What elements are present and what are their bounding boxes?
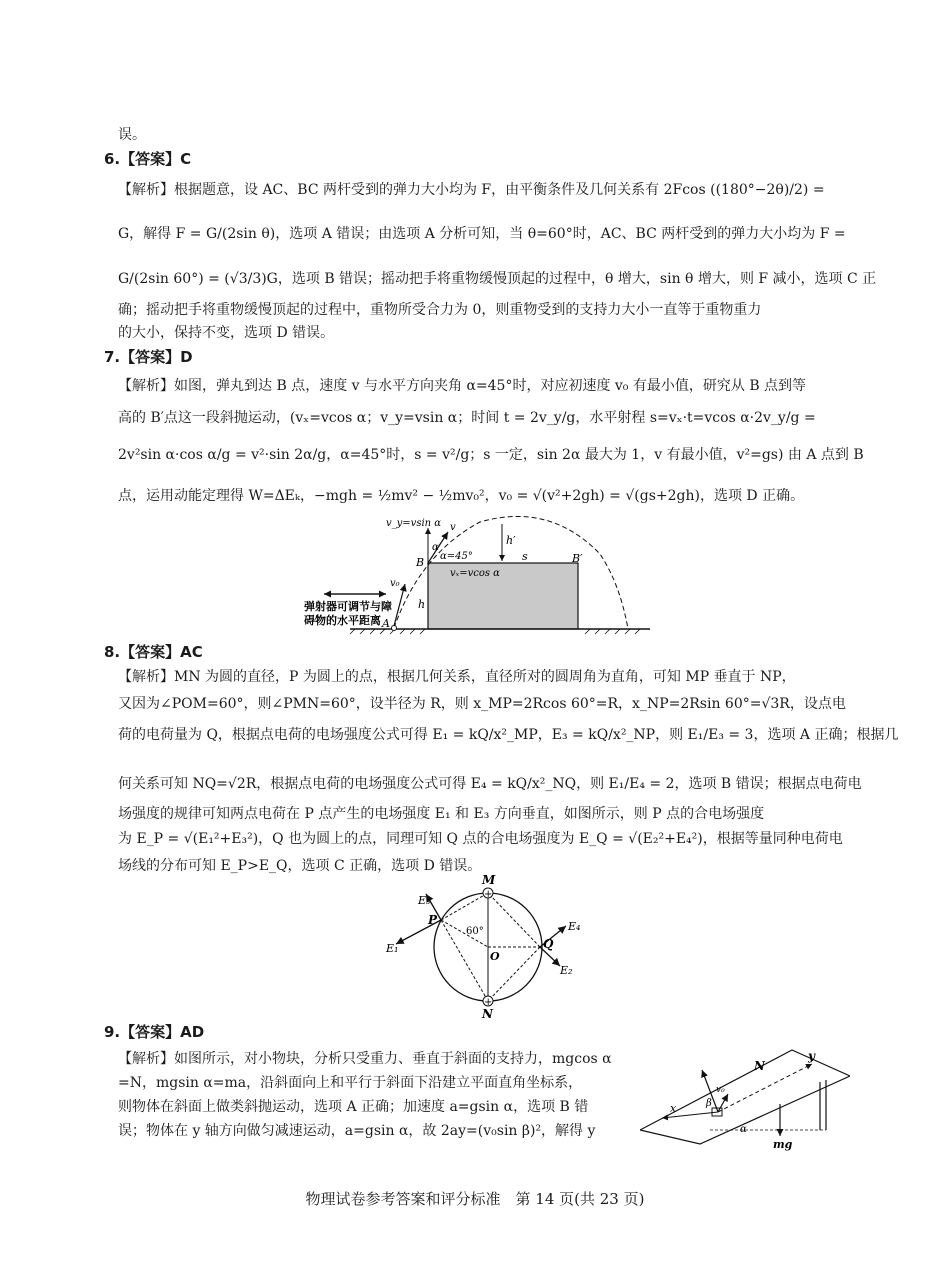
h-label: h [418,598,426,611]
angle-60-label: 60° [466,926,484,937]
alpha-label: α [740,1124,747,1135]
o-label: O [490,950,500,963]
n-label: N [482,1007,493,1020]
v0-label: v₀ [390,578,400,589]
vy-label: v_y=vsin α [386,518,442,529]
q6-line-5: 的大小，保持不变，选项 D 错误。 [118,325,335,341]
page-footer: 物理试卷参考答案和评分标准 第 14 页(共 23 页) [305,1190,645,1208]
line-pm [441,893,488,920]
q9-line-2: =N，mgsin α=ma，沿斜面向上和平行于斜面下沿建立平面直角坐标系， [118,1075,583,1091]
q7-line-3: 2v²sin α·cos α/g = v²·sin 2α/g，α=45°时，s = v²/g；s 一定，sin 2α 最大为 1，v 有最小值，v²=gs) 由 A 点到 B [118,447,864,463]
point-a [392,626,397,631]
mg-label: mg [773,1138,793,1151]
q9-incline-figure [640,1042,850,1152]
b-label: B [416,556,425,569]
q-label: Q [543,937,554,951]
a-label: A [382,617,390,630]
svg-text:+: + [484,889,493,900]
q8-line-1: 【解析】MN 为圆的直径，P 为圆上的点，根据几何关系，直径所对的圆周角为直角，可知 MP 垂直于 NP， [118,669,796,685]
e4-label: E₄ [568,920,581,933]
v0-label: v₀ [716,1085,725,1095]
caption-line-2: 碍物的水平距离 [304,614,381,627]
q6-line-4: 确；摇动把手将重物缓慢顶起的过程中，重物所受合力为 0，则重物受到的支持力大小一直等于重物重力 [118,302,762,318]
x-label: x [670,1102,677,1115]
q7-answer: 7.【答案】D [104,348,193,366]
p-label: P [428,913,438,927]
s-label: s [522,550,528,563]
q6-line-1: 【解析】根据题意，设 AC、BC 两杆受到的弹力大小均为 F，由平衡条件及几何关系有 2Fcos ((180°−2θ)/2) = [118,182,825,198]
continued-text: 误。 [118,127,146,143]
vx-label: vₓ=vcos α [450,568,500,579]
angle-label: α=45° [440,551,473,562]
q7-projectile-figure [290,514,660,638]
q9-line-4: 误；物体在 y 轴方向做匀减速运动，a=gsin α，故 2ay=(v₀sin β)²，解得 y [118,1123,596,1139]
q6-line-2: G，解得 F = G/(2sin θ)，选项 A 错误；由选项 A 分析可知，当 θ=60°时，AC、BC 两杆受到的弹力大小均为 F = [118,226,846,242]
y-label: y [808,1049,815,1063]
e1-label: E₁ [386,942,399,955]
beta-label: β [706,1098,712,1109]
e3-label: E₃ [418,894,431,907]
q8-line-6: 为 E_P = √(E₁²+E₃²)，Q 也为圆上的点，同理可知 Q 点的合电场强度为 E_Q = √(E₂²+E₄²)，根据等量同种电荷电 [118,831,843,847]
q8-line-2: 又因为∠POM=60°，则∠PMN=60°，设半径为 R，则 x_MP=2Rcos 60°=R，x_NP=2Rsin 60°=√3R，设点电 [118,696,846,712]
q8-line-5: 场强度的规律可知两点电荷在 P 点产生的电场强度 E₁ 和 E₃ 方向垂直，如图所示，则 P 点的合电场强度 [118,806,765,822]
v-label: v [450,522,456,533]
alpha-label: α [432,542,439,553]
q8-circle-figure [378,872,588,1020]
q8-answer: 8.【答案】AC [104,643,203,661]
caption-line-1: 弹射器可调节与障 [304,600,392,613]
q6-answer: 6.【答案】C [104,150,192,168]
hprime-label: h′ [506,534,516,547]
bprime-label: B′ [572,552,583,565]
q7-line-4: 点，运用动能定理得 W=ΔEₖ，−mgh = ½mv² − ½mv₀²，v₀ = √(v²+2gh) = √(gs+2gh)，选项 D 正确。 [118,488,805,504]
q7-line-1: 【解析】如图，弹丸到达 B 点，速度 v 与水平方向夹角 α=45°时，对应初速度 v₀ 有最小值，研究从 B 点到等 [118,378,807,394]
q6-line-3: G/(2sin 60°) = (√3/3)G，选项 B 错误；摇动把手将重物缓慢顶起的过程中，θ 增大，sin θ 增大，则 F 减小，选项 C 正 [118,271,877,287]
q9-line-1: 【解析】如图所示，对小物块，分析只受重力、垂直于斜面的支持力，mgcos α [118,1051,612,1067]
e2-label: E₂ [560,964,573,977]
q8-line-3: 荷的电荷量为 Q，根据点电荷的电场强度公式可得 E₁ = kQ/x²_MP，E₃ = kQ/x²_NP，则 E₁/E₃ = 3，选项 A 正确；根据几 [118,727,899,743]
q8-line-7: 场线的分布可知 E_P>E_Q，选项 C 正确，选项 D 错误。 [118,858,482,874]
q7-line-2: 高的 B′点这一段斜抛运动，(vₓ=vcos α；v_y=vsin α；时间 t = 2v_y/g，水平射程 s=vₓ·t=vcos α·2v_y/g = [118,410,816,426]
svg-text:+: + [484,997,493,1008]
q9-answer: 9.【答案】AD [104,1023,205,1041]
q9-line-3: 则物体在斜面上做类斜抛运动，选项 A 正确；加速度 a=gsin α，选项 B 错 [118,1099,589,1115]
n-label: N [754,1059,765,1073]
line-qm [488,893,540,947]
q8-line-4: 何关系可知 NQ=√2R，根据点电荷的电场强度公式可得 E₄ = kQ/x²_NQ，则 E₁/E₄ = 2，选项 B 错误；根据点电荷电 [118,776,862,792]
m-label: M [482,873,496,887]
